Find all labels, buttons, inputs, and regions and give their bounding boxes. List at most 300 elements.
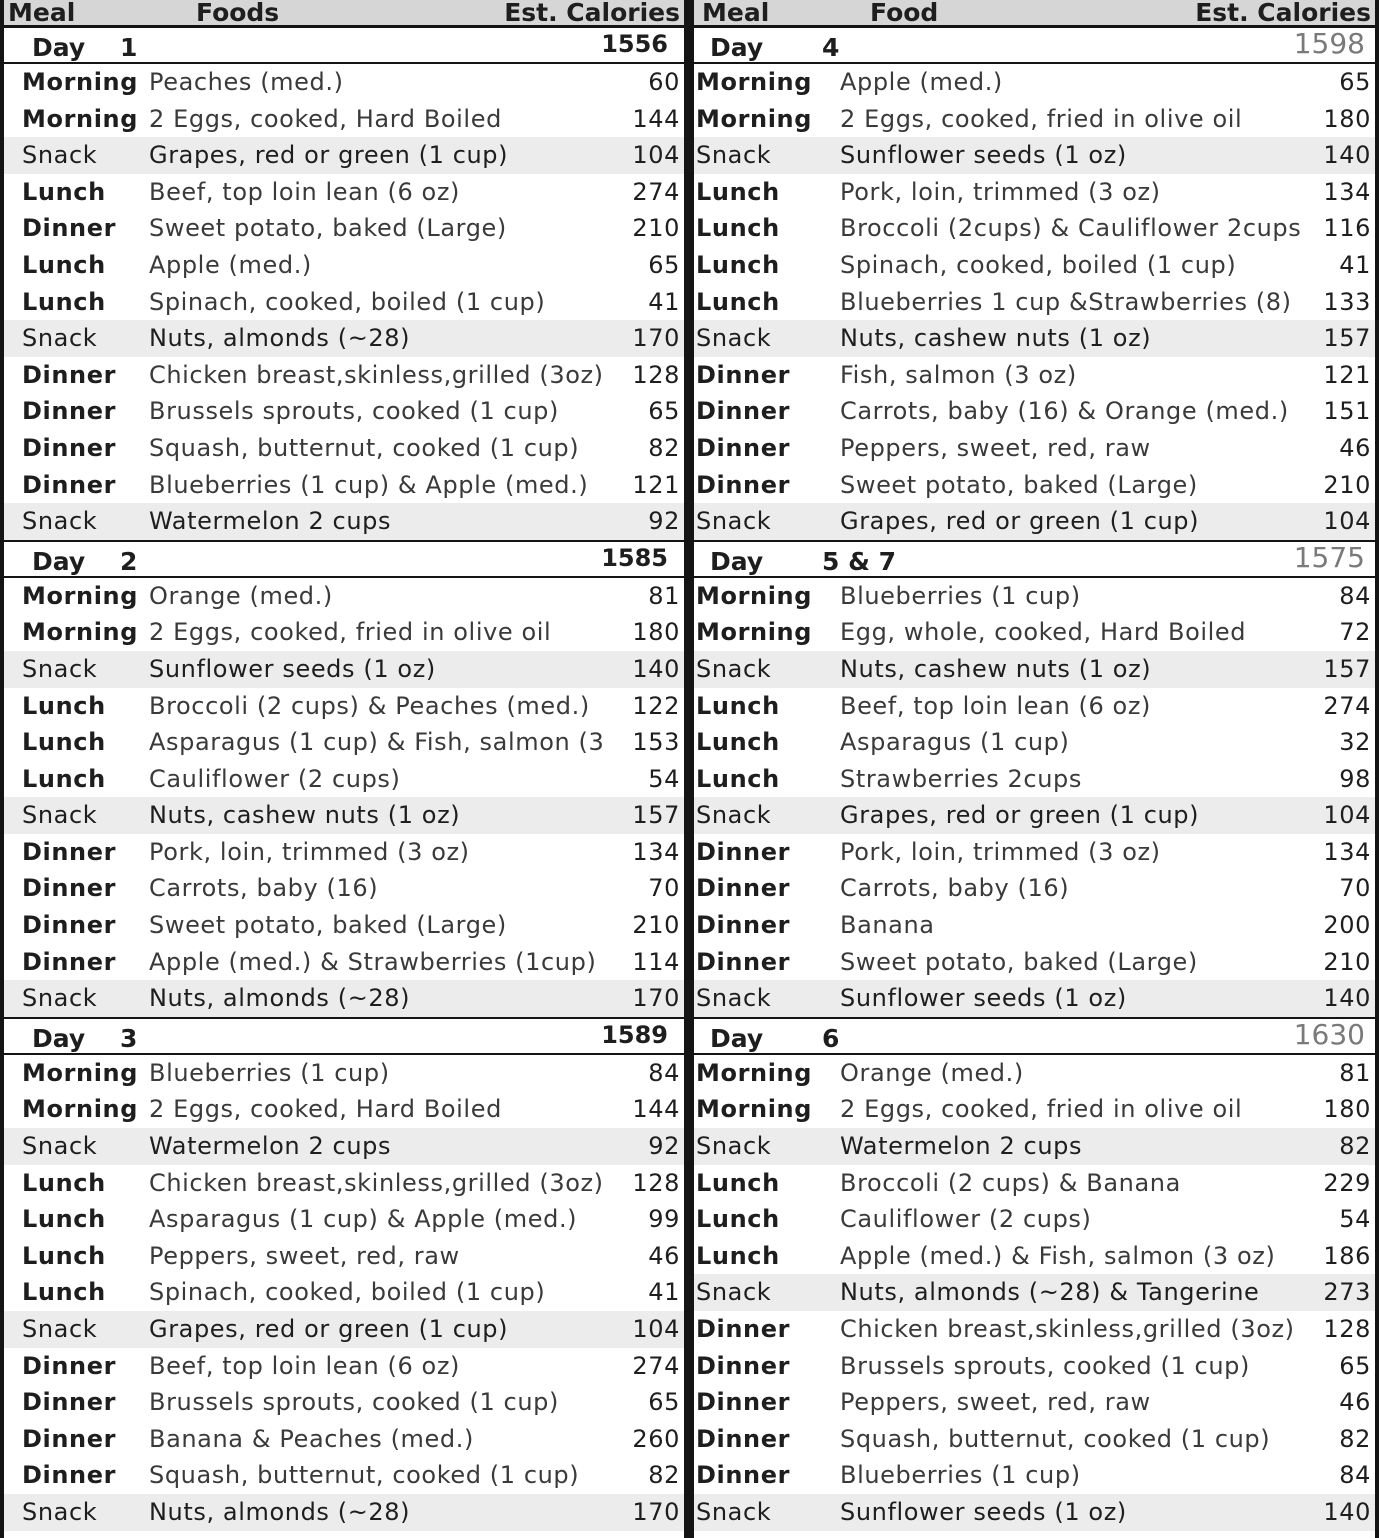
- meal-cell: Snack: [22, 1132, 98, 1161]
- calories-cell: 210: [632, 214, 680, 243]
- food-cell: Beef, top loin lean (6 oz): [149, 177, 461, 206]
- table-row: [694, 1201, 1375, 1238]
- food-cell: Apple (med.) & Fish, salmon (3 oz): [840, 1241, 1276, 1270]
- food-cell: Banana: [840, 911, 935, 940]
- table-row: [4, 1091, 684, 1128]
- header-calories: Est. Calories: [504, 0, 680, 27]
- meal-cell: Morning: [22, 618, 138, 647]
- food-cell: Apple (med.) & Strawberries (1cup): [149, 947, 597, 976]
- day-number: 4: [822, 33, 840, 62]
- food-cell: Fish, salmon (3 oz): [840, 360, 1077, 389]
- meal-cell: Lunch: [22, 1278, 106, 1307]
- day-number: 2: [120, 546, 138, 576]
- table-row: [694, 1091, 1375, 1128]
- table-row: [4, 1238, 684, 1275]
- food-cell: Nuts, cashew nuts (1 oz): [840, 324, 1152, 353]
- calories-cell: 274: [1323, 691, 1371, 720]
- food-cell: Spinach, cooked, boiled (1 cup): [149, 287, 546, 316]
- day-number: 1: [120, 33, 138, 62]
- table-row: [694, 137, 1375, 174]
- food-cell: Strawberries 2cups: [840, 764, 1082, 793]
- calories-cell: 41: [1339, 250, 1371, 279]
- meal-cell: Dinner: [22, 1424, 117, 1453]
- meal-cell: Snack: [696, 141, 772, 170]
- table-row: [4, 1201, 684, 1238]
- table-row: [4, 980, 684, 1017]
- day-total-calories: 1556: [601, 30, 668, 58]
- day-label: Day: [710, 1023, 764, 1053]
- meal-cell: Morning: [696, 68, 812, 96]
- meal-cell: Dinner: [696, 1315, 791, 1343]
- food-cell: Broccoli (2cups) & Cauliflower 2cups: [840, 214, 1302, 243]
- table-row: [4, 1494, 684, 1531]
- table-row: [694, 907, 1375, 944]
- food-cell: Brussels sprouts, cooked (1 cup): [840, 1351, 1250, 1380]
- food-cell: Spinach, cooked, boiled (1 cup): [840, 250, 1237, 279]
- meal-cell: Snack: [22, 507, 98, 536]
- meal-cell: Lunch: [22, 1205, 106, 1234]
- food-cell: Sweet potato, baked (Large): [149, 214, 507, 243]
- calories-cell: 41: [648, 1278, 680, 1307]
- calories-cell: 92: [648, 1132, 680, 1161]
- right-day-blocks: [694, 28, 1375, 1531]
- food-cell: Blueberries (1 cup): [840, 581, 1081, 610]
- day-header: [4, 542, 684, 578]
- meal-cell: Dinner: [696, 947, 791, 976]
- food-cell: Squash, butternut, cooked (1 cup): [149, 433, 580, 462]
- calories-cell: 128: [632, 360, 680, 389]
- calories-cell: 98: [1339, 764, 1371, 793]
- meal-cell: Lunch: [22, 728, 106, 757]
- food-cell: Cauliflower (2 cups): [840, 1205, 1092, 1234]
- calories-cell: 170: [632, 1497, 680, 1526]
- meal-cell: Dinner: [22, 1461, 117, 1490]
- calories-cell: 70: [648, 874, 680, 903]
- food-cell: Beef, top loin lean (6 oz): [149, 1351, 461, 1380]
- food-cell: Beef, top loin lean (6 oz): [840, 691, 1152, 720]
- food-cell: Nuts, almonds (~28): [149, 1497, 411, 1526]
- meal-cell: Dinner: [22, 1351, 117, 1380]
- calories-cell: 65: [648, 250, 680, 279]
- header-foods: Foods: [196, 0, 280, 27]
- meal-cell: Snack: [696, 507, 772, 536]
- calories-cell: 121: [632, 470, 680, 499]
- meal-cell: Dinner: [696, 397, 791, 426]
- meal-cell: Snack: [22, 324, 98, 353]
- food-cell: Watermelon 2 cups: [840, 1132, 1083, 1161]
- table-row: [694, 651, 1375, 688]
- calories-cell: 41: [648, 287, 680, 316]
- header-meal: Meal: [8, 0, 76, 27]
- calories-cell: 60: [648, 68, 680, 96]
- table-row: [694, 101, 1375, 138]
- calories-cell: 46: [1339, 433, 1371, 462]
- calories-cell: 82: [648, 1461, 680, 1490]
- meal-cell: Dinner: [696, 433, 791, 462]
- table-row: [4, 1384, 684, 1421]
- food-cell: 2 Eggs, cooked, fried in olive oil: [149, 618, 552, 647]
- table-row: [4, 137, 684, 174]
- food-cell: Sunflower seeds (1 oz): [840, 1497, 1127, 1526]
- header-meal: Meal: [702, 0, 770, 27]
- food-cell: Apple (med.): [840, 68, 1003, 96]
- calories-cell: 46: [648, 1241, 680, 1270]
- day-header: [694, 28, 1375, 64]
- calories-cell: 229: [1323, 1168, 1371, 1197]
- calories-cell: 210: [1323, 470, 1371, 499]
- food-cell: Grapes, red or green (1 cup): [149, 141, 509, 170]
- table-row: [694, 1494, 1375, 1531]
- meal-cell: Dinner: [22, 214, 117, 243]
- meal-cell: Dinner: [696, 1351, 791, 1380]
- table-row: [4, 578, 684, 615]
- table-row: [4, 1457, 684, 1494]
- day-number: 6: [822, 1023, 840, 1053]
- calories-cell: 134: [1323, 177, 1371, 206]
- food-cell: Grapes, red or green (1 cup): [149, 1315, 509, 1343]
- calories-cell: 54: [648, 764, 680, 793]
- food-cell: Broccoli (2 cups) & Banana: [840, 1168, 1181, 1197]
- table-row: [694, 578, 1375, 615]
- meal-cell: Morning: [22, 1095, 138, 1124]
- column-header: [4, 0, 684, 28]
- calories-cell: 134: [632, 837, 680, 866]
- table-row: [4, 467, 684, 504]
- meal-cell: Lunch: [22, 691, 106, 720]
- food-cell: Brussels sprouts, cooked (1 cup): [149, 397, 559, 426]
- table-row: [694, 980, 1375, 1017]
- column-header: [694, 0, 1375, 28]
- day-label: Day: [710, 33, 764, 62]
- meal-plan-right-column: [694, 0, 1375, 1538]
- meal-cell: Snack: [22, 984, 98, 1013]
- calories-cell: 128: [1323, 1315, 1371, 1343]
- meal-cell: Snack: [22, 1315, 98, 1343]
- food-cell: Sunflower seeds (1 oz): [840, 141, 1127, 170]
- calories-cell: 84: [1339, 1461, 1371, 1490]
- calories-cell: 128: [632, 1168, 680, 1197]
- calories-cell: 84: [648, 1058, 680, 1087]
- food-cell: Banana & Peaches (med.): [149, 1424, 474, 1453]
- table-row: [4, 1128, 684, 1165]
- table-row: [4, 870, 684, 907]
- meal-cell: Dinner: [22, 397, 117, 426]
- table-row: [694, 393, 1375, 430]
- calories-cell: 140: [1323, 1497, 1371, 1526]
- day-number: 5 & 7: [822, 546, 896, 576]
- table-row: [4, 393, 684, 430]
- meal-cell: Dinner: [22, 470, 117, 499]
- header-foods: Food: [870, 0, 939, 27]
- food-cell: Grapes, red or green (1 cup): [840, 801, 1200, 830]
- meal-cell: Morning: [696, 1058, 812, 1087]
- table-row: [694, 1311, 1375, 1348]
- food-cell: Egg, whole, cooked, Hard Boiled: [840, 618, 1247, 647]
- food-cell: Asparagus (1 cup) & Fish, salmon (3: [149, 728, 605, 757]
- table-row: [4, 1274, 684, 1311]
- table-row: [694, 688, 1375, 725]
- food-cell: Watermelon 2 cups: [149, 1132, 392, 1161]
- meal-cell: Dinner: [696, 1388, 791, 1417]
- meal-cell: Dinner: [22, 947, 117, 976]
- food-cell: Sweet potato, baked (Large): [840, 470, 1198, 499]
- calories-cell: 140: [1323, 141, 1371, 170]
- calories-cell: 72: [1339, 618, 1371, 647]
- day-block: [4, 28, 684, 542]
- table-row: [4, 64, 684, 101]
- calories-cell: 114: [632, 947, 680, 976]
- meal-cell: Snack: [22, 801, 98, 830]
- food-cell: Chicken breast,skinless,grilled (3oz): [149, 1168, 604, 1197]
- table-row: [4, 1421, 684, 1458]
- food-cell: Carrots, baby (16): [840, 874, 1070, 903]
- calories-cell: 210: [632, 911, 680, 940]
- food-cell: Asparagus (1 cup) & Apple (med.): [149, 1205, 578, 1234]
- calories-cell: 170: [632, 984, 680, 1013]
- calories-cell: 134: [1323, 837, 1371, 866]
- table-row: [694, 284, 1375, 321]
- calories-cell: 200: [1323, 911, 1371, 940]
- food-cell: Sweet potato, baked (Large): [840, 947, 1198, 976]
- meal-cell: Lunch: [696, 250, 780, 279]
- calories-cell: 104: [1323, 507, 1371, 536]
- food-cell: Peppers, sweet, red, raw: [840, 433, 1151, 462]
- meal-cell: Snack: [696, 1278, 772, 1307]
- calories-cell: 82: [1339, 1424, 1371, 1453]
- food-cell: Pork, loin, trimmed (3 oz): [840, 837, 1161, 866]
- day-block: [694, 1019, 1375, 1531]
- meal-cell: Dinner: [22, 911, 117, 940]
- food-cell: Nuts, cashew nuts (1 oz): [840, 654, 1152, 683]
- calories-cell: 104: [632, 1315, 680, 1343]
- meal-cell: Dinner: [696, 1461, 791, 1490]
- food-cell: Squash, butternut, cooked (1 cup): [149, 1461, 580, 1490]
- food-cell: Nuts, cashew nuts (1 oz): [149, 801, 461, 830]
- calories-cell: 133: [1323, 287, 1371, 316]
- table-row: [694, 1457, 1375, 1494]
- table-row: [4, 357, 684, 394]
- table-row: [694, 467, 1375, 504]
- table-row: [694, 761, 1375, 798]
- meal-cell: Morning: [696, 1095, 812, 1124]
- meal-cell: Dinner: [22, 874, 117, 903]
- food-cell: Squash, butternut, cooked (1 cup): [840, 1424, 1271, 1453]
- table-row: [694, 1165, 1375, 1202]
- table-row: [694, 797, 1375, 834]
- left-day-blocks: [4, 28, 684, 1531]
- calories-cell: 65: [648, 1388, 680, 1417]
- calories-cell: 65: [1339, 1351, 1371, 1380]
- food-cell: Sweet potato, baked (Large): [149, 911, 507, 940]
- food-cell: Peppers, sweet, red, raw: [149, 1241, 460, 1270]
- calories-cell: 46: [1339, 1388, 1371, 1417]
- table-row: [4, 1165, 684, 1202]
- calories-cell: 122: [632, 691, 680, 720]
- table-row: [4, 247, 684, 284]
- table-row: [4, 724, 684, 761]
- table-row: [694, 320, 1375, 357]
- meal-cell: Dinner: [22, 433, 117, 462]
- meal-cell: Morning: [22, 581, 138, 610]
- table-row: [694, 430, 1375, 467]
- calories-cell: 121: [1323, 360, 1371, 389]
- day-block: [694, 28, 1375, 542]
- calories-cell: 144: [632, 1095, 680, 1124]
- table-row: [694, 1055, 1375, 1092]
- table-row: [4, 210, 684, 247]
- table-row: [694, 870, 1375, 907]
- meal-cell: Morning: [22, 68, 138, 96]
- header-calories: Est. Calories: [1195, 0, 1371, 27]
- food-cell: Blueberries 1 cup &Strawberries (8): [840, 287, 1292, 316]
- calories-cell: 54: [1339, 1205, 1371, 1234]
- calories-cell: 157: [1323, 324, 1371, 353]
- table-row: [4, 284, 684, 321]
- meal-cell: Lunch: [22, 764, 106, 793]
- day-header: [694, 1019, 1375, 1055]
- meal-cell: Lunch: [696, 728, 780, 757]
- food-cell: Pork, loin, trimmed (3 oz): [149, 837, 470, 866]
- table-row: [694, 64, 1375, 101]
- meal-cell: Lunch: [22, 250, 106, 279]
- calories-cell: 153: [632, 728, 680, 757]
- food-cell: Blueberries (1 cup): [149, 1058, 390, 1087]
- food-cell: Orange (med.): [840, 1058, 1024, 1087]
- food-cell: 2 Eggs, cooked, fried in olive oil: [840, 104, 1243, 133]
- table-row: [694, 210, 1375, 247]
- table-row: [4, 834, 684, 871]
- meal-cell: Dinner: [22, 1388, 117, 1417]
- table-row: [4, 174, 684, 211]
- calories-cell: 170: [632, 324, 680, 353]
- calories-cell: 273: [1323, 1278, 1371, 1307]
- food-cell: Blueberries (1 cup): [840, 1461, 1081, 1490]
- food-cell: Carrots, baby (16) & Orange (med.): [840, 397, 1289, 426]
- food-cell: Peaches (med.): [149, 68, 344, 96]
- calories-cell: 186: [1323, 1241, 1371, 1270]
- food-cell: Broccoli (2 cups) & Peaches (med.): [149, 691, 590, 720]
- food-cell: Asparagus (1 cup): [840, 728, 1070, 757]
- meal-cell: Morning: [696, 104, 812, 133]
- food-cell: Blueberries (1 cup) & Apple (med.): [149, 470, 589, 499]
- day-label: Day: [710, 546, 764, 576]
- day-header: [4, 1019, 684, 1055]
- meal-cell: Lunch: [696, 764, 780, 793]
- table-row: [694, 614, 1375, 651]
- calories-cell: 180: [632, 618, 680, 647]
- meal-cell: Lunch: [696, 1168, 780, 1197]
- table-row: [4, 1055, 684, 1092]
- food-cell: Chicken breast,skinless,grilled (3oz): [149, 360, 604, 389]
- table-row: [694, 1421, 1375, 1458]
- calories-cell: 116: [1323, 214, 1371, 243]
- day-total-calories: 1575: [1293, 540, 1365, 574]
- calories-cell: 65: [648, 397, 680, 426]
- meal-cell: Dinner: [22, 360, 117, 389]
- table-row: [694, 357, 1375, 394]
- day-total-calories: 1589: [601, 1020, 668, 1049]
- day-label: Day: [32, 33, 86, 62]
- meal-cell: Morning: [22, 1058, 138, 1087]
- meal-cell: Snack: [696, 324, 772, 353]
- calories-cell: 274: [632, 1351, 680, 1380]
- table-row: [694, 1128, 1375, 1165]
- day-total-calories: 1585: [601, 543, 668, 572]
- calories-cell: 151: [1323, 397, 1371, 426]
- meal-cell: Lunch: [696, 214, 780, 243]
- column-divider: [684, 0, 694, 1538]
- food-cell: Cauliflower (2 cups): [149, 764, 401, 793]
- food-cell: 2 Eggs, cooked, fried in olive oil: [840, 1095, 1243, 1124]
- table-row: [4, 614, 684, 651]
- calories-cell: 81: [648, 581, 680, 610]
- table-row: [4, 1348, 684, 1385]
- calories-cell: 144: [632, 104, 680, 133]
- calories-cell: 180: [1323, 1095, 1371, 1124]
- table-row: [4, 651, 684, 688]
- food-cell: Orange (med.): [149, 581, 333, 610]
- calories-cell: 140: [1323, 984, 1371, 1013]
- food-cell: Nuts, almonds (~28): [149, 984, 411, 1013]
- calories-cell: 180: [1323, 104, 1371, 133]
- day-block: [4, 542, 684, 1019]
- meal-cell: Dinner: [696, 874, 791, 903]
- meal-cell: Lunch: [696, 1205, 780, 1234]
- day-number: 3: [120, 1023, 138, 1053]
- table-row: [4, 944, 684, 981]
- food-cell: Brussels sprouts, cooked (1 cup): [149, 1388, 559, 1417]
- calories-cell: 140: [632, 654, 680, 683]
- table-row: [4, 761, 684, 798]
- meal-cell: Lunch: [22, 1168, 106, 1197]
- meal-cell: Dinner: [696, 837, 791, 866]
- meal-cell: Snack: [696, 984, 772, 1013]
- table-row: [4, 688, 684, 725]
- table-row: [694, 247, 1375, 284]
- day-header: [694, 542, 1375, 578]
- meal-cell: Lunch: [22, 1241, 106, 1270]
- meal-cell: Dinner: [696, 1424, 791, 1453]
- calories-cell: 65: [1339, 68, 1371, 96]
- food-cell: Spinach, cooked, boiled (1 cup): [149, 1278, 546, 1307]
- day-total-calories: 1630: [1293, 1017, 1365, 1051]
- food-cell: Pork, loin, trimmed (3 oz): [840, 177, 1161, 206]
- calories-cell: 210: [1323, 947, 1371, 976]
- food-cell: Nuts, almonds (~28) & Tangerine: [840, 1278, 1260, 1307]
- meal-cell: Dinner: [696, 470, 791, 499]
- calories-cell: 157: [1323, 654, 1371, 683]
- table-row: [694, 724, 1375, 761]
- day-label: Day: [32, 546, 86, 576]
- meal-cell: Dinner: [22, 837, 117, 866]
- food-cell: 2 Eggs, cooked, Hard Boiled: [149, 1095, 502, 1124]
- day-label: Day: [32, 1023, 86, 1053]
- calories-cell: 92: [648, 507, 680, 536]
- table-row: [694, 503, 1375, 540]
- table-row: [4, 430, 684, 467]
- food-cell: Sunflower seeds (1 oz): [840, 984, 1127, 1013]
- table-row: [694, 174, 1375, 211]
- day-block: [694, 542, 1375, 1019]
- calories-cell: 274: [632, 177, 680, 206]
- food-cell: Nuts, almonds (~28): [149, 324, 411, 353]
- table-row: [4, 907, 684, 944]
- calories-cell: 82: [648, 433, 680, 462]
- table-row: [694, 834, 1375, 871]
- day-total-calories: 1598: [1293, 27, 1365, 60]
- food-cell: Apple (med.): [149, 250, 312, 279]
- meal-cell: Morning: [696, 581, 812, 610]
